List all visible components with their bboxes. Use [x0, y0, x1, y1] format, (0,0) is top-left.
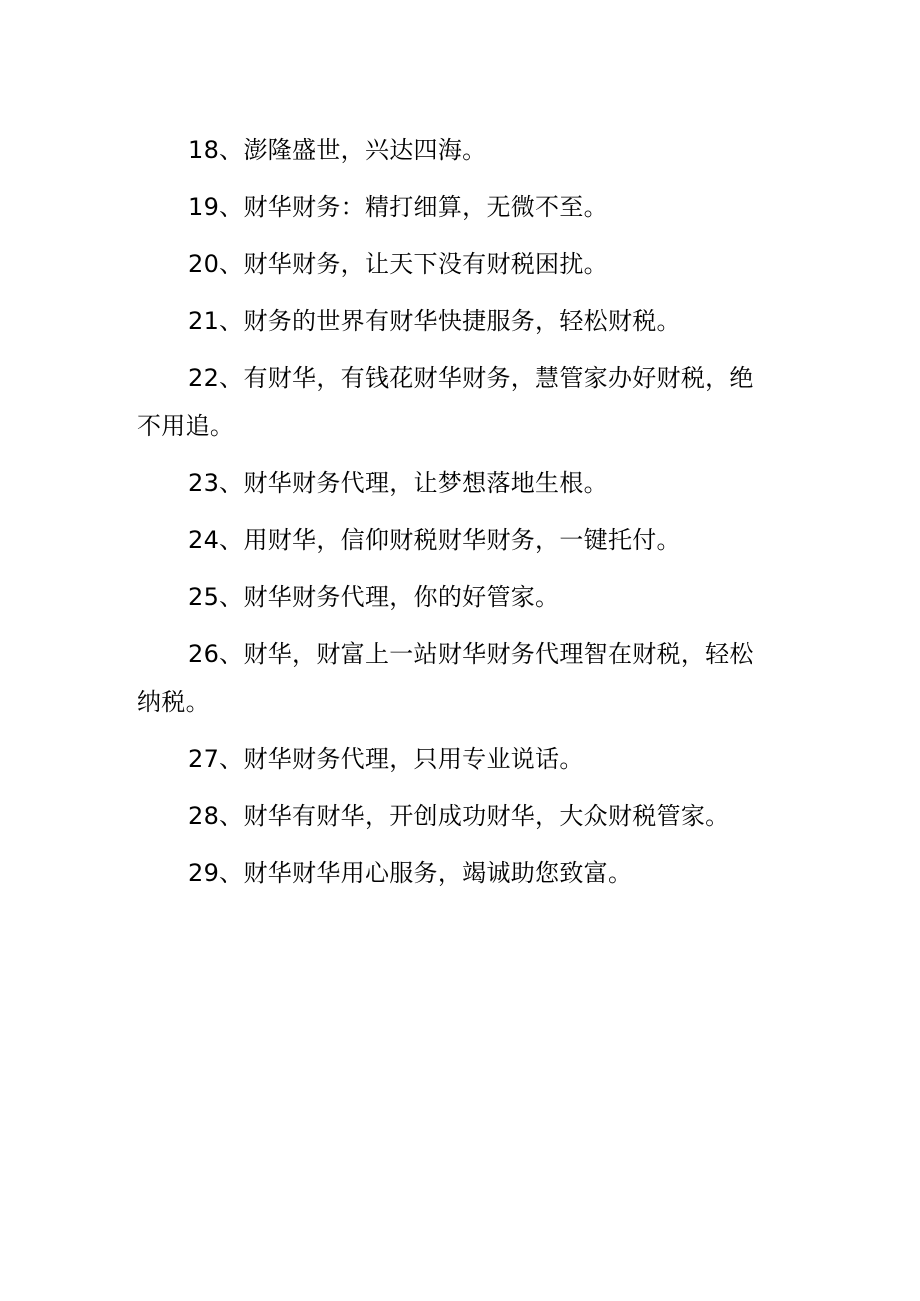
- slogan-item-21: 21、财务的世界有财华快捷服务，轻松财税。: [188, 307, 681, 335]
- slogan-item-28: 28、财华有财华，开创成功财华，大众财税管家。: [188, 802, 730, 830]
- slogan-item-24: 24、用财华，信仰财税财华财务，一键托付。: [188, 526, 681, 554]
- slogan-item-19: 19、财华财务：精打细算，无微不至。: [188, 193, 608, 221]
- slogan-item-26: 26、财华，财富上一站财华财务代理智在财税，轻松纳税。: [137, 640, 754, 716]
- slogan-item-27: 27、财华财务代理，只用专业说话。: [188, 745, 584, 773]
- slogan-item-29: 29、财华财华用心服务，竭诚助您致富。: [188, 859, 633, 887]
- slogan-list: [137, 126, 772, 906]
- slogan-item-23: 23、财华财务代理，让梦想落地生根。: [188, 469, 608, 497]
- slogan-item-25: 25、财华财务代理，你的好管家。: [188, 583, 560, 611]
- slogan-item-18: 18、澎隆盛世，兴达四海。: [188, 136, 487, 164]
- slogan-item-20: 20、财华财务，让天下没有财税困扰。: [188, 250, 608, 278]
- slogan-item-22: 22、有财华，有钱花财华财务，慧管家办好财税，绝不用追。: [137, 364, 754, 440]
